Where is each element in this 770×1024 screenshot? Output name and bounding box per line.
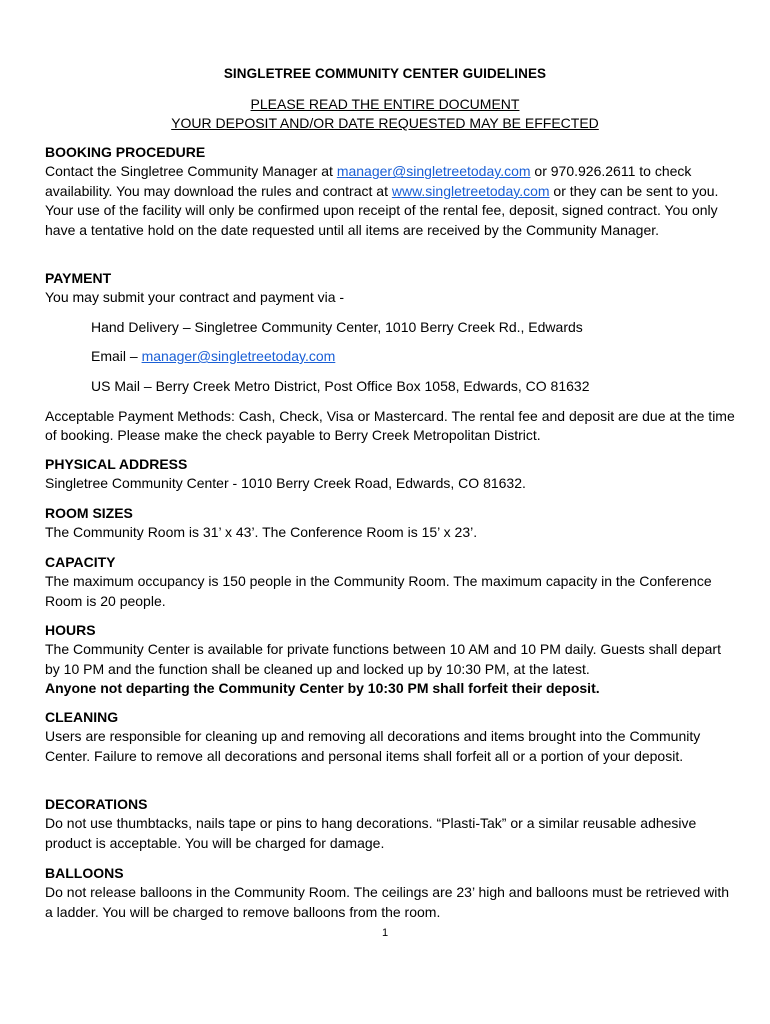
room-sizes-heading: ROOM SIZES: [45, 505, 133, 521]
payment-heading: PAYMENT: [45, 270, 112, 286]
capacity-heading: CAPACITY: [45, 554, 116, 570]
payment-hand-delivery: Hand Delivery – Singletree Community Center, 1010 Berry Creek Rd., Edwards: [91, 319, 583, 335]
capacity-text: The maximum occupancy is 150 people in the Community Room. The maximum capacity in the Conference Room is 20 people.: [45, 573, 712, 609]
hours-heading: HOURS: [45, 622, 96, 638]
booking-text-2: or 970.926.2611 to check availability. You may download the rules and contract at: [45, 163, 692, 199]
address-text: Singletree Community Center - 1010 Berry Creek Road, Edwards, CO 81632.: [45, 475, 526, 492]
booking-text-3: or they can be sent to you. Your use of the facility will only be confirmed upon receipt of the rental fee, deposit, signed contract. You only have a tentative hold on the date requested until all items are received by the Community Manager.: [45, 182, 719, 238]
balloons-heading: BALLOONS: [45, 865, 124, 881]
booking-website-link[interactable]: www.singletreetoday.com: [391, 182, 550, 199]
payment-email-prefix: Email –: [91, 348, 142, 364]
hours-section: [45, 621, 735, 699]
balloons-section: [45, 864, 735, 922]
capacity-section: [45, 553, 735, 611]
address-section: [45, 455, 735, 494]
booking-text-1: Contact the Singletree Community Manager at: [45, 163, 337, 180]
payment-methods: Acceptable Payment Methods: Cash, Check, Visa or Mastercard. The rental fee and deposit are due at the time of booking. Please make the check payable to Berry Creek Metropolitan District.: [45, 408, 735, 444]
payment-email-line: [91, 347, 741, 366]
page-number: 1: [381, 927, 389, 939]
payment-intro: You may submit your contract and payment via -: [45, 289, 345, 306]
decorations-section: [45, 795, 735, 853]
payment-section: [45, 269, 735, 308]
decorations-text: Do not use thumbtacks, nails tape or pins to hang decorations. “Plasti-Tak” or a similar reusable adhesive product is acceptable. You will be charged for damage.: [45, 815, 697, 851]
notice-line-2: YOUR DEPOSIT AND/OR DATE REQUESTED MAY BE EFFECTED: [171, 115, 599, 131]
cleaning-section: [45, 708, 735, 766]
payment-email-link[interactable]: manager@singletreetoday.com: [141, 348, 336, 364]
room-sizes-section: [45, 504, 735, 543]
cleaning-heading: CLEANING: [45, 709, 119, 725]
notice-line-1: PLEASE READ THE ENTIRE DOCUMENT: [250, 96, 520, 112]
document-title: SINGLETREE COMMUNITY CENTER GUIDELINES: [223, 66, 547, 81]
booking-email-link[interactable]: manager@singletreetoday.com: [336, 163, 531, 180]
booking-text: [45, 162, 735, 240]
room-sizes-text: The Community Room is 31’ x 43’. The Conference Room is 15’ x 23’.: [45, 524, 478, 541]
hours-deposit-warning: Anyone not departing the Community Center by 10:30 PM shall forfeit their deposit.: [45, 680, 600, 697]
hours-text: The Community Center is available for private functions between 10 AM and 10 PM daily. Guests shall depart by 10 PM and the function shall be cleaned up and locked up by 10:30 PM, at the latest.: [45, 641, 721, 677]
address-heading: PHYSICAL ADDRESS: [45, 456, 188, 472]
booking-section: [45, 143, 735, 240]
payment-mail: US Mail – Berry Creek Metro District, Post Office Box 1058, Edwards, CO 81632: [91, 378, 590, 394]
cleaning-text: Users are responsible for cleaning up and removing all decorations and items brought into the Community Center. Failure to remove all decorations and personal items shall forfeit all or a portion of your deposit.: [45, 728, 701, 764]
balloons-text: Do not release balloons in the Community Room. The ceilings are 23’ high and balloons must be retrieved with a ladder. You will be charged to remove balloons from the room.: [45, 884, 730, 920]
decorations-heading: DECORATIONS: [45, 796, 148, 812]
booking-heading: BOOKING PROCEDURE: [45, 144, 206, 160]
